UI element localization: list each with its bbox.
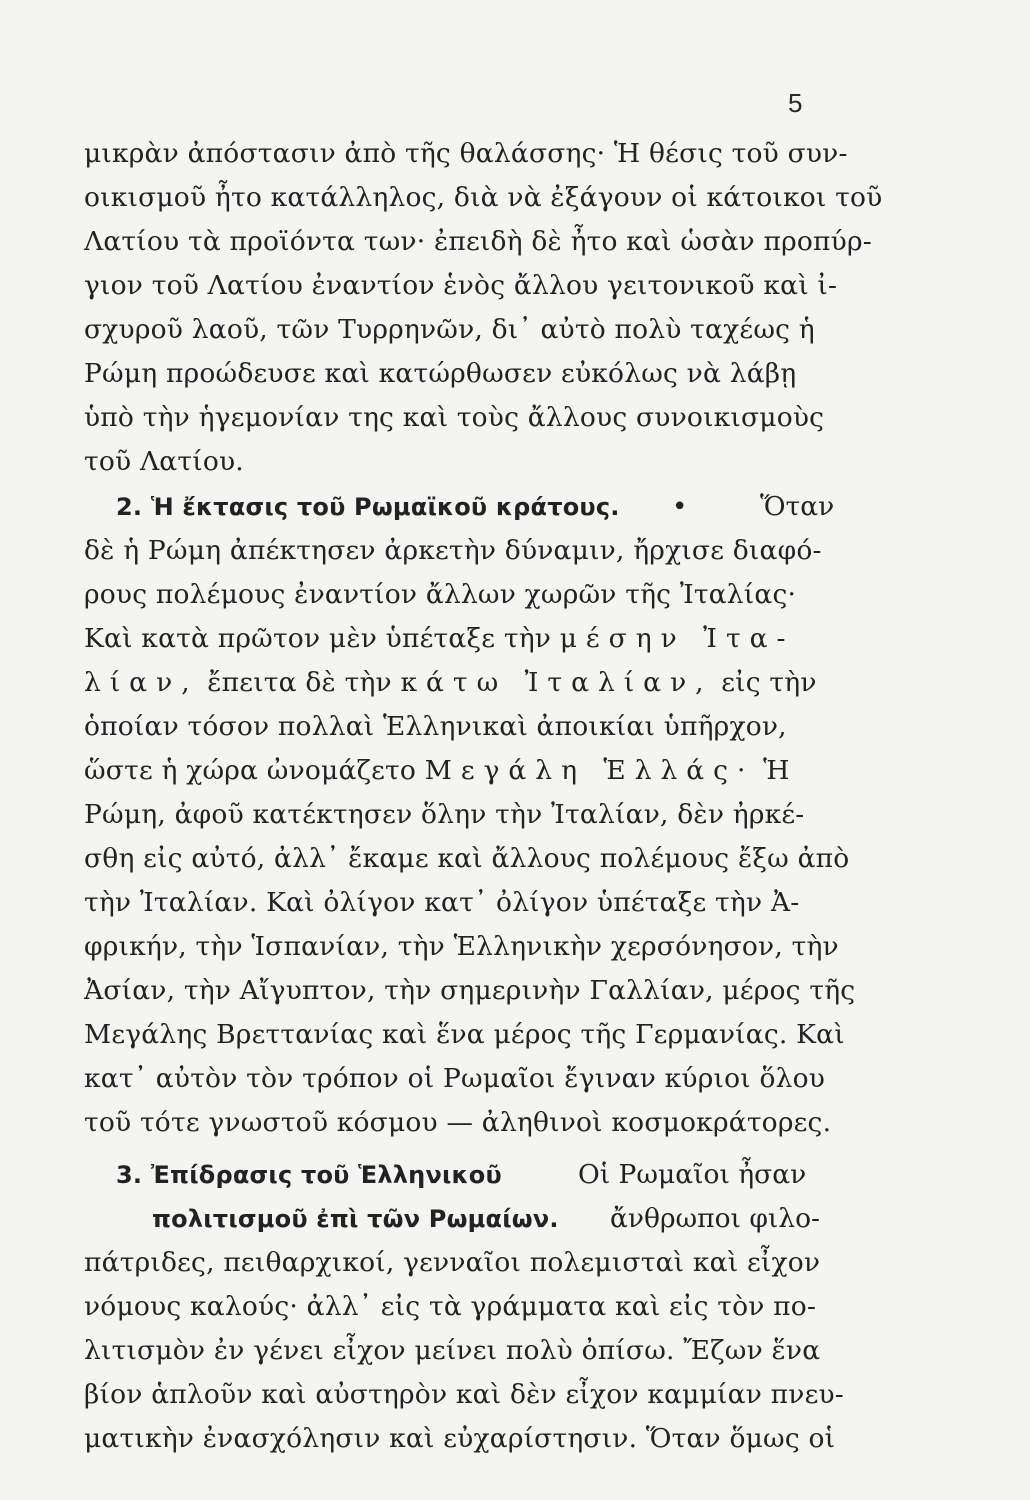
section-heading-line [116, 1157, 556, 1193]
text-fragment: ὥστε ἡ χώρα ὠνομάζετο [84, 755, 417, 786]
text-fragment: ἔπειτα δὲ τὴν [207, 667, 392, 698]
text-line: Λατίου τὰ προϊόντα των· ἐπειδὴ δὲ ἦτο καὶ ὡσὰν προπύρ- [84, 226, 872, 257]
text-line: ὁποίαν τόσον πολλαὶ Ἑλληνικαὶ ἀποικίαι ὑπῆρχον, [84, 711, 787, 742]
text-line: βίον ἁπλοῦν καὶ αὐστηρὸν καὶ δὲν εἶχον καμμίαν πνευ- [84, 1379, 844, 1410]
page-number: 5 [788, 88, 803, 118]
section-number: 2. [116, 493, 143, 521]
text-line: ματικὴν ἐνασχόλησιν καὶ εὐχαρίστησιν. Ὅταν ὅμως οἱ [84, 1423, 836, 1454]
section-heading-line [152, 1201, 572, 1237]
text-line: Μεγάλης Βρεττανίας καὶ ἕνα μέρος τῆς Γερμανίας. Καὶ [84, 1019, 845, 1050]
text-line: φρικήν, τὴν Ἱσπανίαν, τὴν Ἑλληνικὴν χερσόνησον, τὴν [84, 931, 839, 962]
text-line: μικρὰν ἀπόστασιν ἀπὸ τῆς θαλάσσης· Ἡ θέσις τοῦ συν- [84, 138, 848, 169]
text-line: τοῦ Λατίου. [84, 446, 244, 477]
emphasized-text: λίαν, [84, 667, 199, 698]
text-line: σχυροῦ λαοῦ, τῶν Τυρρηνῶν, δι᾽ αὐτὸ πολὺ ταχέως ἡ [84, 314, 815, 345]
text-line: Ρώμη, ἀφοῦ κατέκτησεν ὅλην τὴν Ἰταλίαν, δὲν ἠρκέ- [84, 799, 805, 830]
emphasized-text: μέσην Ἰτα- [559, 623, 795, 654]
text-fragment: Οἱ Ρωμαῖοι ἦσαν [578, 1159, 807, 1190]
text-line: λιτισμὸν ἐν γένει εἶχον μείνει πολὺ ὀπίσω. Ἔζων ἕνα [84, 1335, 821, 1366]
text-fragment: εἰς τὴν [721, 667, 817, 698]
section-heading: πολιτισμοῦ ἐπὶ τῶν Ρωμαίων. [152, 1205, 559, 1233]
section-number: 3. [116, 1161, 143, 1189]
text-line: τὴν Ἰταλίαν. Καὶ ὀλίγον κατ᾽ ὀλίγον ὑπέταξε τὴν Ἀ- [84, 887, 800, 918]
text-line: νόμους καλούς· ἀλλ᾽ εἰς τὰ γράμματα καὶ εἰς τὸν πο- [84, 1291, 817, 1322]
text-line: Ρώμη προώδευσε καὶ κατώρθωσεν εὐκόλως νὰ λάβῃ [84, 358, 797, 389]
text-fragment: Ἡ [763, 755, 790, 786]
text-line: Ἀσίαν, τὴν Αἴγυπτον, τὴν σημερινὴν Γαλλίαν, μέρος τῆς [84, 975, 856, 1006]
text-line: γιον τοῦ Λατίου ἐναντίον ἑνὸς ἄλλου γειτονικοῦ καὶ ἰ- [84, 270, 838, 301]
text-fragment: Ὅταν [760, 491, 835, 522]
text-line: πάτριδες, πειθαρχικοί, γενναῖοι πολεμισταὶ καὶ εἶχον [84, 1247, 821, 1278]
text-line: σθη εἰς αὐτό, ἀλλ᾽ ἔκαμε καὶ ἄλλους πολέμους ἔξω ἀπὸ [84, 843, 850, 874]
emphasized-text: κάτω Ἰταλίαν, [400, 667, 713, 698]
text-line: ρους πολέμους ἐναντίον ἄλλων χωρῶν τῆς Ἰταλίας· [84, 579, 797, 610]
emphasized-text: Μεγάλη Ἑλλάς· [424, 755, 755, 786]
text-line [84, 753, 846, 789]
text-line [84, 621, 846, 657]
text-line: ὑπὸ τὴν ἡγεμονίαν της καὶ τοὺς ἄλλους συνοικισμοὺς [84, 402, 825, 433]
text-line: κατ᾽ αὐτὸν τὸν τρόπον οἱ Ρωμαῖοι ἔγιναν κύριοι ὅλου [84, 1063, 826, 1094]
text-line: οικισμοῦ ἦτο κατάλληλος, διὰ νὰ ἐξάγουν οἱ κάτοικοι τοῦ [84, 182, 883, 213]
text-line: δὲ ἡ Ρώμη ἀπέκτησεν ἀρκετὴν δύναμιν, ἤρχισε διαφό- [84, 535, 822, 566]
bullet-mark: • [672, 492, 688, 522]
section-heading: Ἐπίδρασις τοῦ Ἑλληνικοῦ [150, 1161, 502, 1189]
text-fragment: ἄνθρωποι φιλο- [610, 1203, 820, 1234]
text-line [84, 665, 846, 701]
section-heading: Ἡ ἔκτασις τοῦ Ρωμαϊκοῦ κράτους. [150, 493, 620, 521]
text-fragment: Καὶ κατὰ πρῶτον μὲν ὑπέταξε τὴν [84, 623, 552, 654]
text-line: τοῦ τότε γνωστοῦ κόσμου — ἀληθινοὶ κοσμοκράτορες. [84, 1107, 832, 1138]
